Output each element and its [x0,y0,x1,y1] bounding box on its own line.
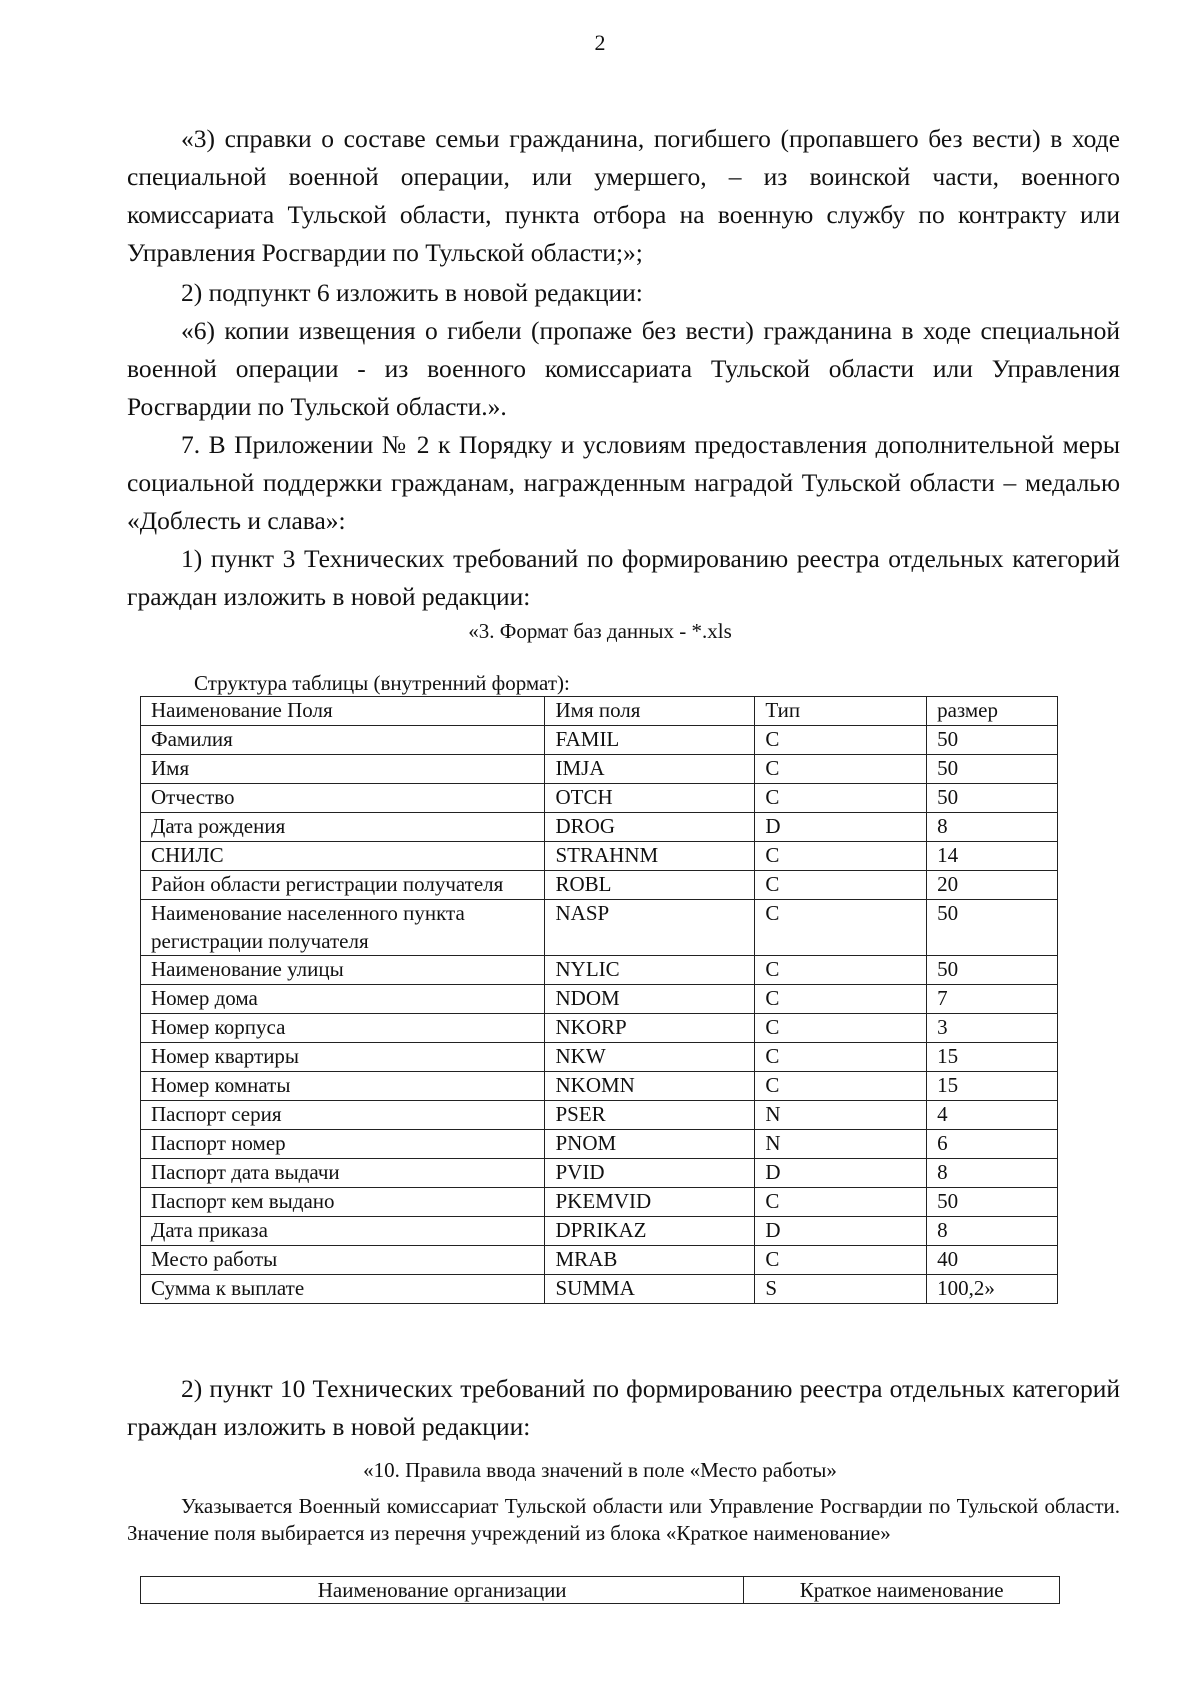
cell-field-name: Паспорт номер [141,1130,545,1159]
cell-field-name: Дата рождения [141,813,545,842]
cell-size: 4 [927,1101,1058,1130]
cell-field-id: STRAHNM [545,842,755,871]
header-org-name: Наименование организации [141,1577,744,1604]
table-row [141,842,1058,871]
cell-size: 15 [927,1072,1058,1101]
header-field-id: Имя поля [545,697,755,726]
cell-field-id: ROBL [545,871,755,900]
cell-type: C [755,842,927,871]
cell-field-id: PVID [545,1159,755,1188]
table-row [141,1043,1058,1072]
cell-field-name: Сумма к выплате [141,1275,545,1304]
cell-size: 3 [927,1014,1058,1043]
rule-heading: «10. Правила ввода значений в поле «Место работы» [363,1458,837,1482]
cell-field-name: Номер комнаты [141,1072,545,1101]
paragraph-appendix-2: 7. В Приложении № 2 к Порядку и условиям предоставления дополнительной меры социальной поддержки гражданам, награжденным наградой Тульской области – медалью «Доблесть и слава»: [127,430,1120,535]
cell-size: 50 [927,1188,1058,1217]
table-row [141,1159,1058,1188]
header-size: размер [927,697,1058,726]
cell-type: C [755,1246,927,1275]
cell-field-id: OTCH [545,784,755,813]
table-row [141,956,1058,985]
cell-field-id: PKEMVID [545,1188,755,1217]
cell-size: 50 [927,784,1058,813]
paragraph-workplace-rule: Указывается Военный комиссариат Тульской области или Управление Росгвардии по Тульской области. Значение поля выбирается из перечня учреждений из блока «Краткое наименование» [127,1494,1120,1545]
cell-size: 50 [927,755,1058,784]
cell-size: 50 [927,956,1058,985]
cell-size: 8 [927,1217,1058,1246]
cell-type: C [755,956,927,985]
cell-field-id: IMJA [545,755,755,784]
cell-type: N [755,1130,927,1159]
cell-type: C [755,1188,927,1217]
cell-type: C [755,1014,927,1043]
table-row [141,1014,1058,1043]
paragraph-family-certificate: «3) справки о составе семьи гражданина, погибшего (пропавшего без вести) в ходе специальной военной операции, или умершего, – из воинской части, военного комиссариата Тульской области, пункта отбора на военную службу по контракту или Управления Росгвардии по Тульской области;»; [127,124,1120,267]
cell-type: D [755,813,927,842]
cell-field-name: Номер корпуса [141,1014,545,1043]
cell-field-id: DROG [545,813,755,842]
header-short-name: Краткое наименование [744,1577,1060,1604]
cell-field-id: NDOM [545,985,755,1014]
cell-field-id: DPRIKAZ [545,1217,755,1246]
paragraph-point-3: 1) пункт 3 Технических требований по формированию реестра отдельных категорий граждан изложить в новой редакции: [127,544,1120,611]
table-row [141,726,1058,755]
table-row [141,900,1058,956]
cell-type: D [755,1159,927,1188]
cell-size: 14 [927,842,1058,871]
table-row [141,1101,1058,1130]
cell-type: C [755,1072,927,1101]
cell-field-name: Паспорт серия [141,1101,545,1130]
table-row [141,985,1058,1014]
cell-field-id: MRAB [545,1246,755,1275]
cell-field-name: Номер квартиры [141,1043,545,1072]
cell-field-name: Номер дома [141,985,545,1014]
paragraph-death-notice-copy: «6) копии извещения о гибели (пропаже без вести) гражданина в ходе специальной военной операции - из военного комиссариата Тульской области или Управления Росгвардии по Тульской области.». [127,316,1120,421]
cell-field-name: Наименование улицы [141,956,545,985]
cell-type: C [755,784,927,813]
cell-field-id: SUMMA [545,1275,755,1304]
orgs-header-row [141,1577,1060,1604]
paragraph-point-10: 2) пункт 10 Технических требований по формированию реестра отдельных категорий граждан изложить в новой редакции: [127,1374,1120,1441]
cell-type: C [755,1043,927,1072]
cell-size: 15 [927,1043,1058,1072]
table-row [141,755,1058,784]
cell-field-id: NYLIC [545,956,755,985]
organizations-table [140,1576,1060,1604]
table-row [141,1188,1058,1217]
table-row [141,1072,1058,1101]
cell-type: N [755,1101,927,1130]
table-header-row [141,697,1058,726]
table-row [141,1246,1058,1275]
cell-field-name: Имя [141,755,545,784]
page-number: 2 [594,30,606,55]
cell-field-name: Дата приказа [141,1217,545,1246]
cell-field-id: PSER [545,1101,755,1130]
cell-size: 50 [927,900,1058,956]
header-type: Тип [755,697,927,726]
cell-field-id: NKOMN [545,1072,755,1101]
cell-type: D [755,1217,927,1246]
table-row [141,813,1058,842]
table-row [141,1275,1058,1304]
header-field-name: Наименование Поля [141,697,545,726]
format-heading: «3. Формат баз данных - *.xls [468,619,732,643]
cell-size: 100,2» [927,1275,1058,1304]
cell-field-id: FAMIL [545,726,755,755]
table-row [141,1130,1058,1159]
table-row [141,871,1058,900]
cell-type: C [755,755,927,784]
cell-field-id: NKW [545,1043,755,1072]
cell-size: 7 [927,985,1058,1014]
cell-field-id: PNOM [545,1130,755,1159]
cell-size: 6 [927,1130,1058,1159]
cell-field-name: Отчество [141,784,545,813]
cell-type: C [755,726,927,755]
cell-field-name: Наименование населенного пункта регистрации получателя [141,900,545,956]
cell-field-name: Место работы [141,1246,545,1275]
cell-size: 8 [927,1159,1058,1188]
cell-field-name: Фамилия [141,726,545,755]
cell-field-name: Район области регистрации получателя [141,871,545,900]
cell-field-name: Паспорт дата выдачи [141,1159,545,1188]
cell-size: 20 [927,871,1058,900]
table-row [141,784,1058,813]
cell-size: 8 [927,813,1058,842]
table-row [141,1217,1058,1246]
cell-field-name: СНИЛС [141,842,545,871]
cell-type: C [755,900,927,956]
cell-type: C [755,985,927,1014]
table-caption: Структура таблицы (внутренний формат): [194,671,570,695]
fields-table [140,696,1058,1304]
paragraph-subpoint-6: 2) подпункт 6 изложить в новой редакции: [181,278,643,307]
cell-field-name: Паспорт кем выдано [141,1188,545,1217]
cell-field-id: NASP [545,900,755,956]
cell-type: C [755,871,927,900]
cell-type: S [755,1275,927,1304]
cell-size: 40 [927,1246,1058,1275]
cell-field-id: NKORP [545,1014,755,1043]
cell-size: 50 [927,726,1058,755]
